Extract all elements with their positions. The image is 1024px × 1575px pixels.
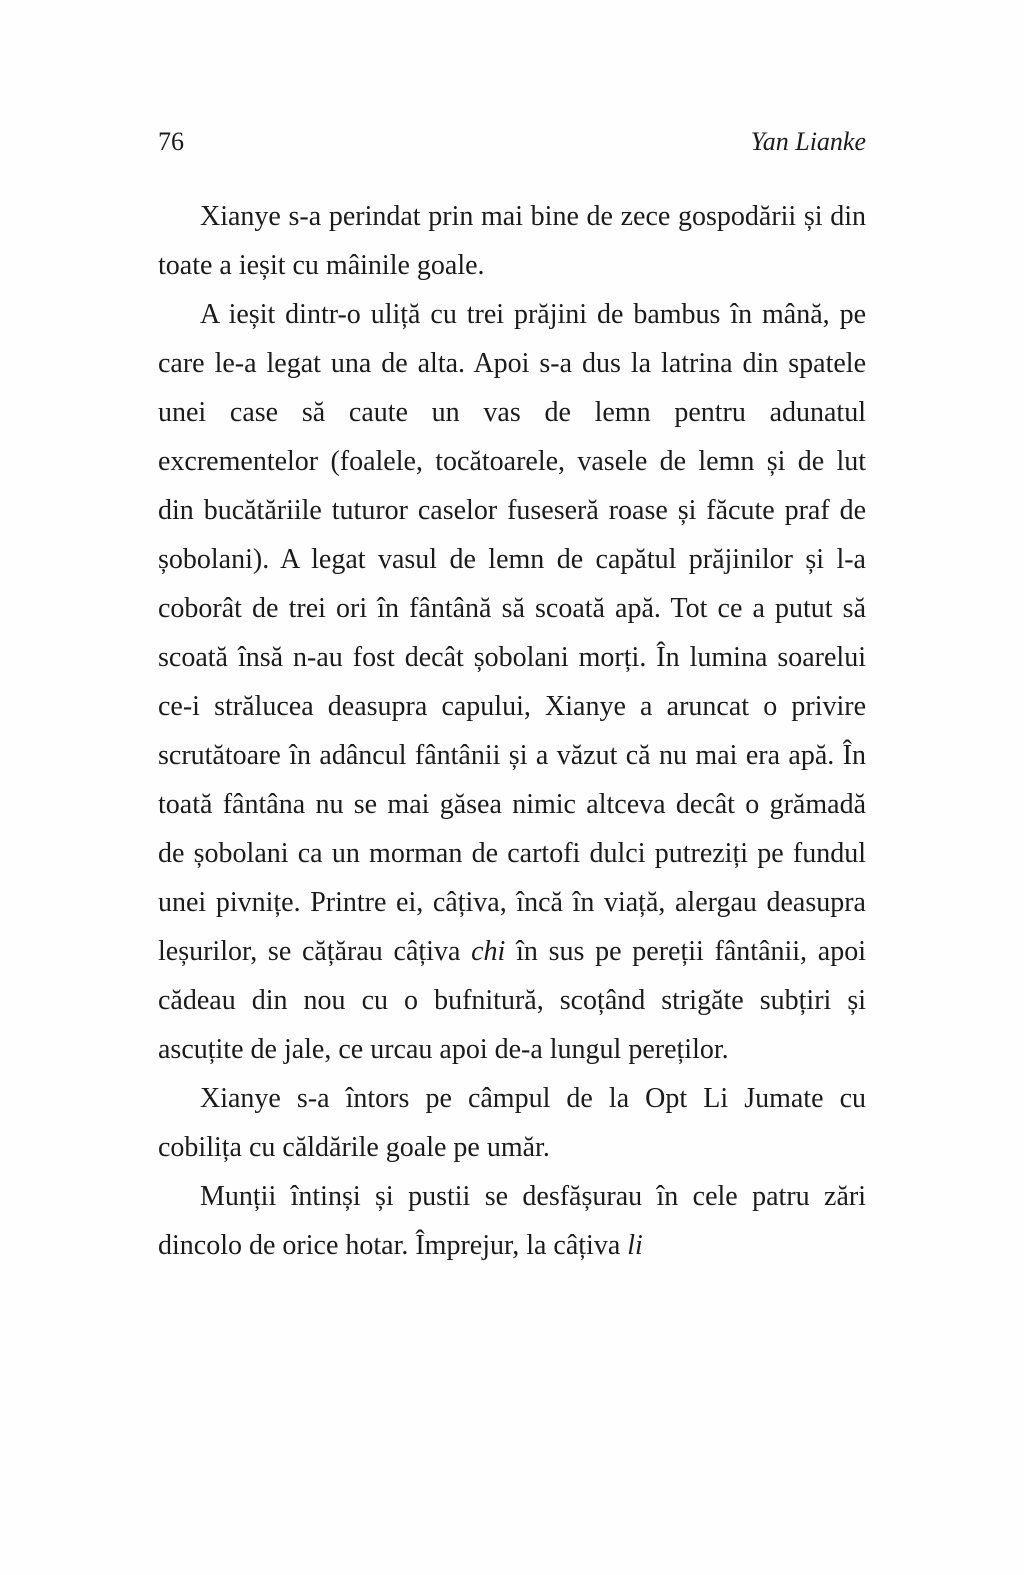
body-paragraph <box>158 1172 866 1270</box>
text-run: Munții întinși și pustii se desfășurau în cele patru zări dincolo de orice hotar. Împrejur, la câțiva <box>158 1181 866 1261</box>
page-number: 76 <box>158 127 184 156</box>
text-run: Xianye s-a perindat prin mai bine de zece gospodării și din toate a ieșit cu mâinile goale. <box>158 201 866 281</box>
page-header <box>158 126 866 158</box>
body-paragraph <box>158 192 866 290</box>
running-head-author: Yan Lianke <box>750 127 866 156</box>
page-body <box>158 192 866 1270</box>
text-run: în sus pe pereții fântânii, apoi cădeau din nou cu o bufnitură, scoțând strigăte subțiri și ascuțite de jale, ce urcau apoi de-a lungul pereților. <box>158 936 867 1065</box>
text-run: Xianye s-a întors pe câmpul de la Opt Li Jumate cu cobilița cu căldările goale pe umăr. <box>158 1083 866 1163</box>
text-run: li <box>627 1230 643 1261</box>
body-paragraph <box>158 1074 866 1172</box>
body-paragraph <box>158 290 866 1074</box>
text-run: chi <box>471 936 506 967</box>
text-run: A ieșit dintr-o uliță cu trei prăjini de bambus în mână, pe care le-a legat una de alta. Apoi s-a dus la latrina din spatele unei case să caute un vas de lemn pentru adunatul excrementelor (foalele, tocătoarele, vasele de lemn și de lut din bucătăriile tuturor caselor fuseseră roase și făcute praf de șobolani). A legat vasul de lemn de capătul prăjinilor și l-a coborât de trei ori în fântână să scoată apă. Tot ce a putut să scoată însă n-au fost decât șobolani morți. În lumina soarelui ce-i strălucea deasupra capului, Xianye a aruncat o privire scrutătoare în adâncul fântânii și a văzut că nu mai era apă. În toată fântâna nu se mai găsea nimic altceva decât o grămadă de șobolani ca un morman de cartofi dulci putreziți pe fundul unei pivnițe. Printre ei, câțiva, încă în viață, alergau deasupra leșurilor, se cățărau câțiva <box>158 299 866 967</box>
